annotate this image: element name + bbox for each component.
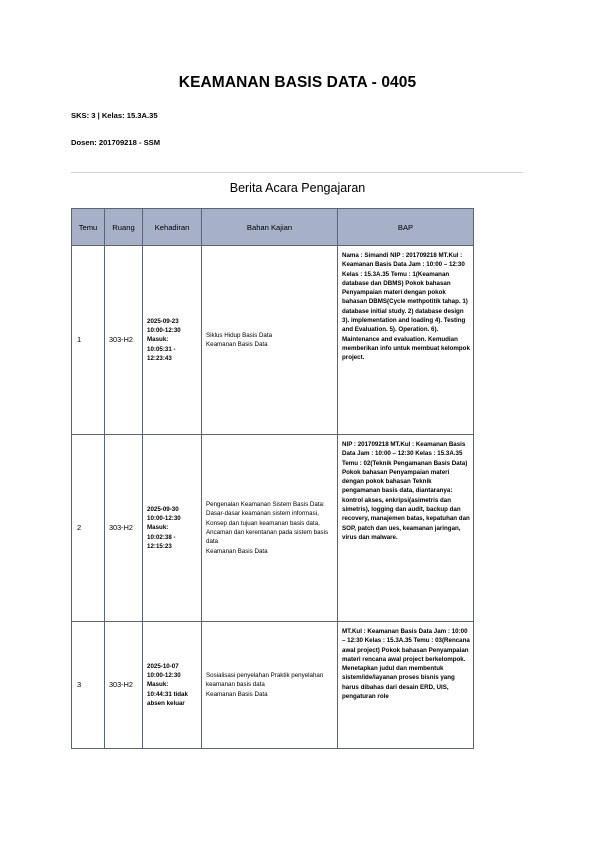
- kehadiran-out: absen keluar: [147, 699, 185, 707]
- header-bap: BAP: [338, 209, 474, 246]
- table-row: [72, 622, 474, 749]
- temu-cell: 2: [72, 435, 105, 622]
- table-row: [72, 435, 474, 622]
- header-temu: Temu: [72, 209, 105, 246]
- ruang-cell: 303-H2: [105, 622, 143, 749]
- bahan-topic: Pengenalan Keamanan Sistem Basis Data: Dasar-dasar keamanan sistem informasi, Konsep dan tujuan keamanan basis data, Ancaman dan kerentanan pada sistem basis data: [206, 501, 329, 546]
- bahan-kajian-cell: [202, 246, 338, 435]
- kehadiran-time: 10:00-12:30: [147, 672, 181, 680]
- lecturer-info: Dosen: 201709218 - SSM: [71, 138, 161, 147]
- bap-cell: Nama : Simandi NIP : 201709218 MT.Kul : Keamanan Basis Data Jam : 10:00 – 12:30 Kelas : 15.3A.35 Temu : 1(Keamanan database dan DBMS) Pokok bahasan Penyampaian materi dengan pokok bahasan DBMS(Cycle methpotitik tahap. 1) database initial study. 2) database design 3). implementation and loading 4). Testing and Evaluation. 5). Operation. 6). Maintenance and evaluation. Kemudian memberikan info untuk membuat kelompok project.: [338, 246, 474, 435]
- bap-cell: MT.Kul : Keamanan Basis Data Jam : 10:00 – 12:30 Kelas : 15.3A.35 Temu : 03(Rencana awal project) Pokok bahasan Penyampaian materi rencana awal project berkelompok. Menetapkan judul dan membentuk sistem/ide/layanan proses bisnis yang harus dibahas dari desain ERD, UIS, pengaturan role: [338, 622, 474, 749]
- header-kehadiran: Kehadiran: [143, 209, 202, 246]
- table-row: [72, 246, 474, 435]
- kehadiran-date: 2025-09-30: [147, 505, 179, 513]
- sks-class-info: SKS: 3 | Kelas: 15.3A.35: [71, 111, 158, 120]
- bap-cell: NIP : 201709218 MT.Kul : Keamanan Basis Data Jam : 10:00 – 12:30 Kelas : 15.3A.35 Temu : 02(Teknik Pengamanan Basis Data) Pokok bahasan Penyampaian materi dengan pokok bahasan Teknik pengamanan basis data, diantaranya: kontrol akses, enkripsi(asimetris dan simetris), logging dan audit, backup dan recovery, manajemen batas, kepatuhan dan SOP, patch dan ues, keamanan jaringan, virus dan malware.: [338, 435, 474, 622]
- kehadiran-label: Masuk:: [147, 336, 169, 344]
- table-header-row: [72, 209, 474, 246]
- ruang-cell: 303-H2: [105, 435, 143, 622]
- kehadiran-label: Masuk:: [147, 524, 169, 532]
- temu-cell: 1: [72, 246, 105, 435]
- kehadiran-in: 10:05:31 -: [147, 345, 176, 353]
- kehadiran-date: 2025-10-07: [147, 662, 179, 670]
- kehadiran-cell: [143, 246, 202, 435]
- kehadiran-date: 2025-09-23: [147, 317, 179, 325]
- bahan-topic: Siklus Hidup Basis Data: [206, 331, 273, 339]
- bahan-course: Keamanan Basis Data: [206, 690, 268, 698]
- temu-cell: 3: [72, 622, 105, 749]
- kehadiran-cell: [143, 622, 202, 749]
- bahan-kajian-cell: [202, 435, 338, 622]
- bahan-course: Keamanan Basis Data: [206, 547, 268, 555]
- kehadiran-out: 12:15:23: [147, 542, 172, 550]
- kehadiran-out: 12:23:43: [147, 354, 172, 362]
- kehadiran-in: 10:44:31 tidak: [147, 690, 188, 698]
- kehadiran-time: 10:00-12:30: [147, 515, 181, 523]
- bap-table: [71, 208, 474, 749]
- section-divider: [71, 172, 523, 173]
- header-bahan-kajian: Bahan Kajian: [202, 209, 338, 246]
- document-title: KEAMANAN BASIS DATA - 0405: [178, 74, 417, 91]
- header-ruang: Ruang: [105, 209, 143, 246]
- bahan-topic: Sosialisasi penyelahan Praktik penyelahan keamanan basis data: [206, 672, 324, 689]
- bahan-kajian-cell: [202, 622, 338, 749]
- kehadiran-cell: [143, 435, 202, 622]
- bahan-course: Keamanan Basis Data: [206, 341, 268, 348]
- ruang-cell: 303-H2: [105, 246, 143, 435]
- kehadiran-label: Masuk:: [147, 681, 169, 689]
- kehadiran-in: 10:02:38 -: [147, 533, 176, 541]
- section-title: Berita Acara Pengajaran: [229, 181, 366, 195]
- kehadiran-time: 10:00-12:30: [147, 327, 181, 335]
